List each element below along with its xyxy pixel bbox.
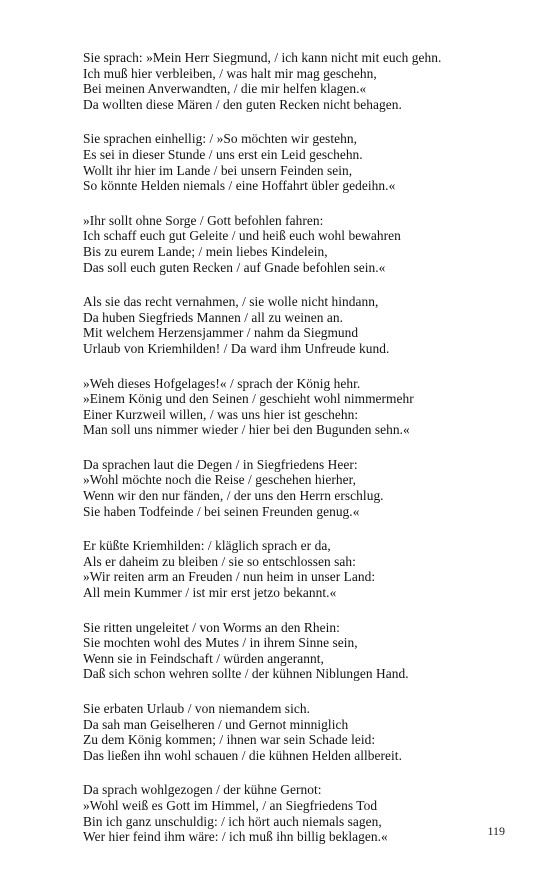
verse-line: »Ihr sollt ohne Sorge / Gott befohlen fahren: (83, 212, 324, 228)
page-number: 119 (487, 824, 505, 838)
verse-line: Ich schaff euch gut Geleite / und heiß euch wohl bewahren (83, 228, 401, 244)
verse-line: Sie sprachen einhellig: / »So möchten wir gestehn, (83, 131, 357, 147)
verse-line: Bis zu eurem Lande; / mein liebes Kindelein, (83, 243, 328, 259)
verse-line: Da sah man Geiselheren / und Gernot minniglich (83, 716, 349, 732)
verse-line: All mein Kummer / ist mir erst jetzo bekannt.« (83, 585, 337, 601)
stanza (83, 782, 513, 844)
verse-line: »Wohl weiß es Gott im Himmel, / an Siegfriedens Tod (83, 797, 378, 813)
verse-line: Das soll euch guten Recken / auf Gnade befohlen sein.« (83, 259, 386, 275)
verse-line: Wer hier feind ihm wäre: / ich muß ihn billig beklagen.« (83, 829, 388, 845)
verse-line: »Wohl möchte noch die Reise / geschehen hierher, (83, 472, 356, 488)
verse-line: Einer Kurzweil willen, / was uns hier ist geschehn: (83, 406, 359, 422)
stanza (83, 213, 513, 275)
verse-line: Daß sich schon wehren sollte / der kühnen Niblungen Hand. (83, 666, 409, 682)
verse-line: Wenn wir den nur fänden, / der uns den Herrn erschlug. (83, 488, 384, 504)
verse-line: Als er daheim zu bleiben / sie so entschlossen sah: (83, 553, 356, 569)
verse-line: Es sei in dieser Stunde / uns erst ein Leid geschehn. (83, 146, 363, 162)
verse-line: »Weh dieses Hofgelages!« / sprach der König hehr. (83, 375, 361, 391)
verse-line: Da wollten diese Mären / den guten Recken nicht behagen. (83, 96, 402, 112)
verse-line: Zu dem König kommen; / ihnen war sein Schade leid: (83, 732, 376, 748)
verse-line: Da sprach wohlgezogen / der kühne Gernot: (83, 782, 322, 798)
verse-line: Sie mochten wohl des Mutes / in ihrem Sinne sein, (83, 635, 358, 651)
verse-line: Bei meinen Anverwandten, / die mir helfen klagen.« (83, 81, 367, 97)
verse-line: Sie sprach: »Mein Herr Siegmund, / ich kann nicht mit euch gehn. (83, 50, 442, 65)
verse-line: Urlaub von Kriemhilden! / Da ward ihm Unfreude kund. (83, 340, 390, 356)
verse-line: Da sprachen laut die Degen / in Siegfriedens Heer: (83, 456, 358, 472)
verse-line: So könnte Helden niemals / eine Hoffahrt übler gedeihn.« (83, 178, 396, 194)
stanza (83, 294, 513, 356)
verse-line: Er küßte Kriemhilden: / kläglich sprach er da, (83, 538, 331, 554)
stanza (83, 457, 513, 519)
verse-line: Als sie das recht vernahmen, / sie wolle nicht hindann, (83, 294, 379, 310)
stanza (83, 620, 513, 682)
stanza (83, 538, 513, 600)
verse-line: Man soll uns nimmer wieder / hier bei den Bugunden sehn.« (83, 422, 410, 438)
verse-line: Sie ritten ungeleitet / von Worms an den Rhein: (83, 619, 340, 635)
verse-line: »Wir reiten arm an Freuden / nun heim in unser Land: (83, 569, 376, 585)
verse-line: Bin ich ganz unschuldig: / ich hört auch niemals sagen, (83, 813, 382, 829)
verse-line: Wenn sie in Feindschaft / würden angerannt, (83, 650, 324, 666)
verse-line: Sie haben Todfeinde / bei seinen Freunden genug.« (83, 503, 360, 519)
verse-line: Mit welchem Herzensjammer / nahm da Siegmund (83, 325, 359, 341)
stanza (83, 50, 513, 112)
verse-line: »Einem König und den Seinen / geschieht wohl nimmermehr (83, 391, 414, 407)
stanza (83, 131, 513, 193)
verse-line: Ich muß hier verbleiben, / was halt mir mag geschehn, (83, 65, 377, 81)
stanza (83, 701, 513, 763)
verse-line: Sie erbaten Urlaub / von niemandem sich. (83, 701, 310, 716)
verse-line: Wollt ihr hier im Lande / bei unsern Feinden sein, (83, 162, 353, 178)
verse-text (83, 50, 513, 864)
stanza (83, 376, 513, 438)
verse-line: Da huben Siegfrieds Mannen / all zu weinen an. (83, 309, 343, 325)
verse-line: Das ließen ihn wohl schauen / die kühnen Helden allbereit. (83, 747, 402, 763)
